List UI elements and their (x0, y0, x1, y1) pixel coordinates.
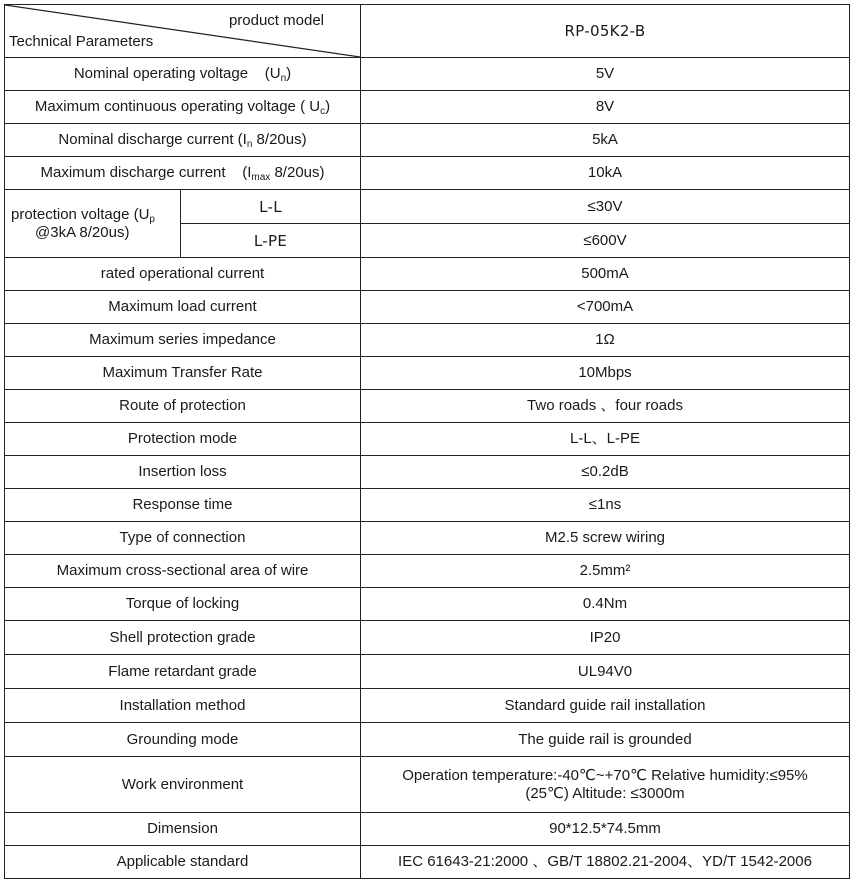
param-value: M2.5 screw wiring (361, 522, 850, 555)
technical-parameters-label: Technical Parameters (9, 33, 154, 50)
param-value: 10Mbps (361, 357, 850, 390)
param-label: Work environment (5, 757, 361, 813)
param-label: Nominal operating voltage $(U_n)$ (5, 58, 361, 91)
param-value: 5kA (361, 124, 850, 157)
table-row (5, 124, 850, 157)
param-label: Dimension (5, 813, 361, 846)
ll-value: ≤30V (361, 190, 850, 224)
param-label: Torque of locking (5, 588, 361, 621)
param-label: Response time (5, 489, 361, 522)
table-row (5, 489, 850, 522)
table-row (5, 91, 850, 124)
table-row (5, 757, 850, 813)
param-value: ≤0.2dB (361, 456, 850, 489)
param-label: Maximum series impedance (5, 324, 361, 357)
table-row (5, 190, 850, 224)
param-value: 90*12.5*74.5mm (361, 813, 850, 846)
param-value: 0.4Nm (361, 588, 850, 621)
param-value: The guide rail is grounded (361, 723, 850, 757)
header-row (5, 5, 850, 58)
param-value: 1Ω (361, 324, 850, 357)
param-label: Insertion loss (5, 456, 361, 489)
param-label: Protection mode (5, 423, 361, 456)
technical-parameters-table (4, 4, 850, 879)
lpe-label: L-PE (181, 224, 361, 258)
param-value: IP20 (361, 621, 850, 655)
product-model-label: product model (228, 12, 324, 29)
param-label: Installation method (5, 689, 361, 723)
param-label: Flame retardant grade (5, 655, 361, 689)
param-label: Nominal discharge current ($I_n$ 8/20us) (5, 124, 361, 157)
table-row (5, 258, 850, 291)
param-label: Maximum Transfer Rate (5, 357, 361, 390)
table-row (5, 324, 850, 357)
lpe-value: ≤600V (361, 224, 850, 258)
param-value: ≤1ns (361, 489, 850, 522)
param-value: 2.5mm² (361, 555, 850, 588)
model-value: RP-05K2-B (361, 5, 850, 58)
param-value: L-L、L-PE (361, 423, 850, 456)
param-value: <700mA (361, 291, 850, 324)
param-value: Operation temperature:-40℃~+70℃ Relative humidity:≤95% (25℃) Altitude: ≤3000m (361, 757, 850, 813)
param-label: Shell protection grade (5, 621, 361, 655)
table-row (5, 522, 850, 555)
table-row (5, 357, 850, 390)
param-label: Maximum continuous operating voltage ( $U_c$) (5, 91, 361, 124)
param-label: Grounding mode (5, 723, 361, 757)
param-label: Type of connection (5, 522, 361, 555)
param-value: 500mA (361, 258, 850, 291)
table-row (5, 689, 850, 723)
table-row (5, 456, 850, 489)
param-value: 10kA (361, 157, 850, 190)
table-row (5, 291, 850, 324)
param-label: rated operational current (5, 258, 361, 291)
table-row (5, 390, 850, 423)
param-value: 8V (361, 91, 850, 124)
param-value: IEC 61643-21:2000 、GB/T 18802.21-2004、YD/T 1542-2006 (361, 846, 850, 879)
ll-label: L-L (181, 190, 361, 224)
param-value: 5V (361, 58, 850, 91)
table-row (5, 157, 850, 190)
param-label: Maximum cross-sectional area of wire (5, 555, 361, 588)
table-row (5, 588, 850, 621)
param-value: UL94V0 (361, 655, 850, 689)
header-diagonal-cell (5, 5, 361, 58)
table-row (5, 846, 850, 879)
param-label: Maximum load current (5, 291, 361, 324)
param-label: Applicable standard (5, 846, 361, 879)
param-value: Standard guide rail installation (361, 689, 850, 723)
table-row (5, 723, 850, 757)
protection-voltage-label: protection voltage ($U_p$ @3kA 8/20us) (5, 190, 181, 258)
table-row (5, 655, 850, 689)
param-value: Two roads 、four roads (361, 390, 850, 423)
table-row (5, 813, 850, 846)
table-row (5, 555, 850, 588)
param-label: Maximum discharge current ($I_{max}$ 8/20us) (5, 157, 361, 190)
table-row (5, 621, 850, 655)
table-row (5, 423, 850, 456)
table-row (5, 58, 850, 91)
param-label: Route of protection (5, 390, 361, 423)
